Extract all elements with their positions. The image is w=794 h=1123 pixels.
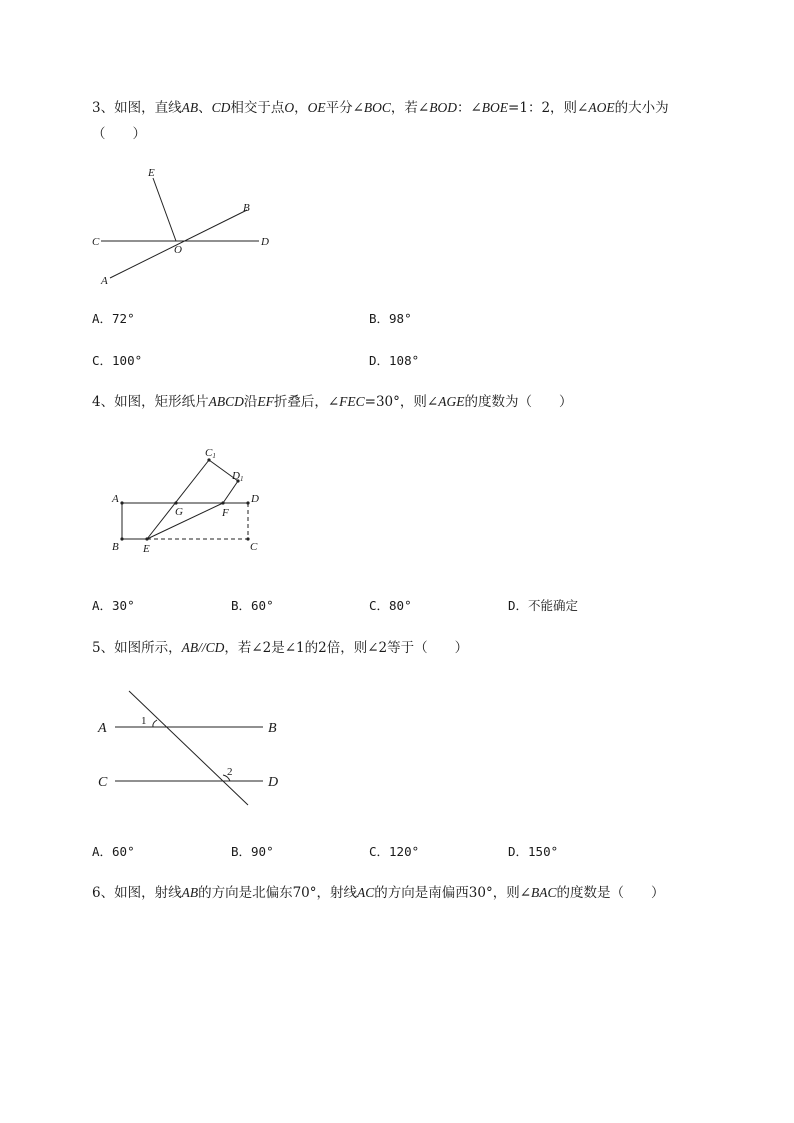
transversal	[129, 691, 248, 805]
label-D: D	[268, 775, 279, 790]
option-d[interactable]: D．108°	[369, 353, 420, 368]
option-d[interactable]: D．不能确定	[508, 598, 579, 613]
figure-parallel-lines	[90, 685, 290, 815]
label-G: G	[175, 506, 183, 518]
question-number: 5、	[92, 640, 115, 656]
option-b[interactable]: B．90°	[231, 844, 274, 859]
angle-1-label: 1	[141, 715, 147, 727]
option-c[interactable]: C．80°	[369, 598, 412, 613]
option-a[interactable]: A．30°	[92, 598, 135, 613]
segment-D1F	[223, 481, 238, 503]
option-d[interactable]: D．150°	[508, 844, 559, 859]
option-a[interactable]: A．60°	[92, 844, 135, 859]
label-D: D	[251, 493, 259, 505]
label-A: A	[112, 493, 119, 505]
label-D1: D1	[232, 470, 244, 483]
label-B: B	[112, 541, 119, 553]
option-b[interactable]: B．98°	[369, 311, 412, 326]
point-G	[174, 501, 177, 504]
label-C: C	[92, 236, 100, 248]
question-4-stem: 4、如图，矩形纸片ABCD沿EF折叠后，∠FEC=30°，则∠AGE的度数为（ ）	[92, 394, 573, 410]
segment-EF	[147, 503, 223, 539]
option-a[interactable]: A．72°	[92, 311, 135, 326]
label-E: E	[148, 167, 155, 179]
label-C1: C1	[205, 447, 216, 460]
point-A	[120, 501, 123, 504]
ray-OE	[153, 178, 176, 241]
label-F: F	[222, 507, 229, 519]
question-5-stem: 5、如图所示，AB//CD，若∠2是∠1的2倍，则∠2等于（ ）	[92, 640, 469, 656]
label-B: B	[268, 721, 277, 736]
question-number: 4、	[92, 394, 115, 410]
point-E	[145, 537, 148, 540]
label-A: A	[98, 721, 107, 736]
point-B	[120, 537, 123, 540]
option-c[interactable]: C．100°	[92, 353, 143, 368]
segment-EC1	[147, 460, 209, 539]
label-B: B	[243, 202, 250, 214]
label-A: A	[101, 275, 108, 287]
angle-2-label: 2	[227, 766, 233, 778]
figure-intersecting-lines	[85, 160, 285, 295]
label-D: D	[261, 236, 269, 248]
point-F	[221, 501, 224, 504]
question-3-stem: 3、如图，直线AB、CD相交于点O，OE平分∠BOC，若∠BOD：∠BOE=1：2，则∠AOE的大小为	[92, 100, 669, 116]
point-D	[246, 501, 249, 504]
option-c[interactable]: C．120°	[369, 844, 420, 859]
answer-parentheses: （ ）	[92, 126, 146, 142]
label-C: C	[250, 541, 258, 553]
question-number: 6、	[92, 885, 115, 901]
label-E: E	[143, 543, 150, 555]
question-6-stem: 6、如图，射线AB的方向是北偏东70°，射线AC的方向是南偏西30°，则∠BAC的度数是（ ）	[92, 885, 665, 901]
angle-1-arc	[153, 720, 157, 727]
label-O: O	[174, 244, 182, 256]
option-b[interactable]: B．60°	[231, 598, 274, 613]
figure-folded-rectangle	[105, 440, 275, 560]
label-C: C	[98, 775, 108, 790]
question-number: 3、	[92, 100, 115, 116]
